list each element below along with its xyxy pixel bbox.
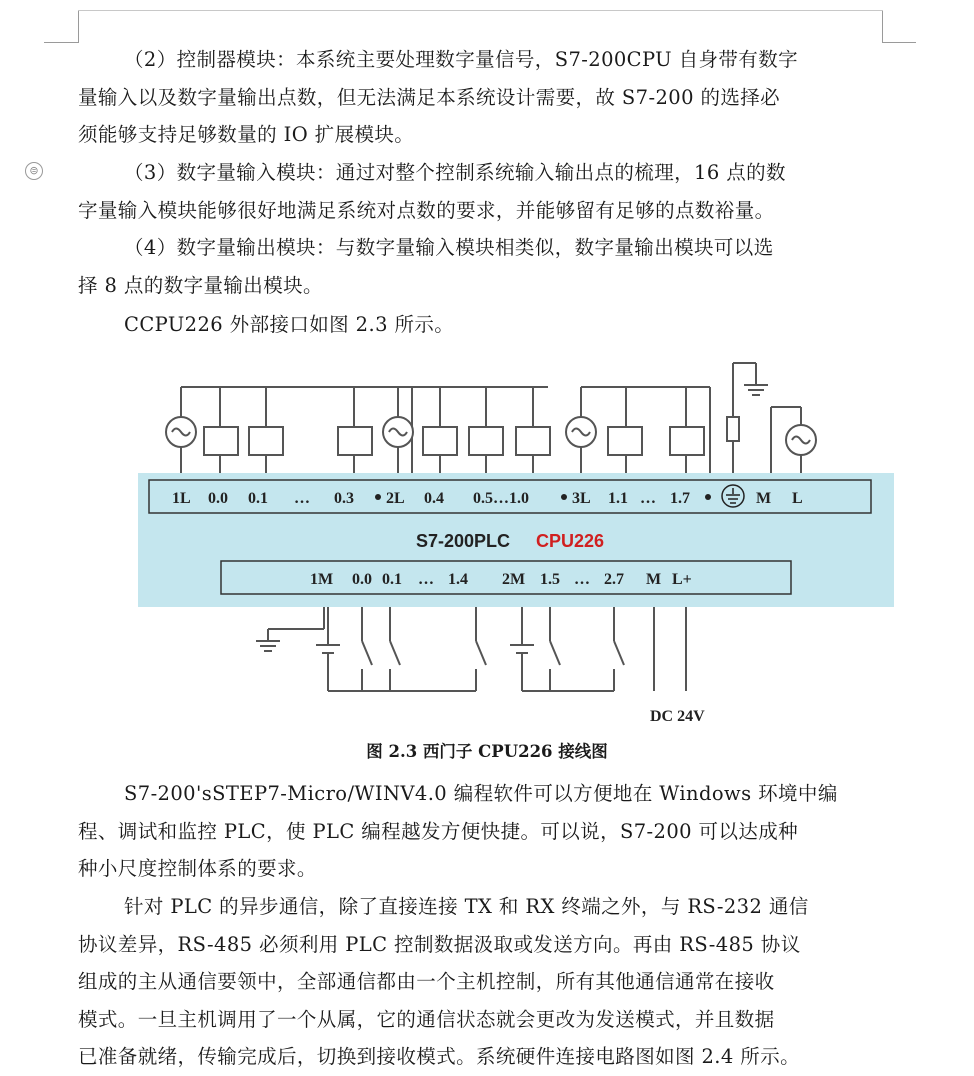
terminal-label: 2L: [386, 490, 405, 507]
relay-load-icon: [249, 427, 283, 455]
relay-load-icon: [469, 427, 503, 455]
text-line: CCPU226 外部接口如图 2.3 所示。: [124, 313, 455, 336]
relay-load-icon: [423, 427, 457, 455]
crop-mark-top-left-h: [44, 42, 78, 43]
cpu226-wiring-diagram: [138, 355, 898, 730]
terminal-dot: [375, 494, 381, 500]
terminal-label: 0.4: [424, 490, 444, 507]
terminal-label: 0.1: [382, 571, 402, 588]
plc-name: S7-200PLC: [416, 531, 511, 551]
crop-mark-top-right-h: [882, 42, 916, 43]
paragraph-output-module: [78, 229, 884, 304]
terminal-label: …: [640, 490, 656, 507]
terminal-label: 0.0: [208, 490, 228, 507]
terminal-label: 1.1: [608, 490, 628, 507]
terminal-label: M: [756, 490, 772, 507]
comment-marker-icon[interactable]: ⊜: [25, 162, 43, 180]
crop-mark-top-right-v: [882, 10, 883, 43]
terminal-label: 1L: [172, 490, 191, 507]
text-line: 针对 PLC 的异步通信，除了直接连接 TX 和 RX 终端之外，与 RS-232 通信: [124, 895, 809, 918]
paragraph-step7: [78, 775, 884, 888]
text-line: 模式。一旦主机调用了一个从属，它的通信状态就会更改为发送模式，并且数据: [78, 1007, 775, 1031]
text-line: （4）数字量输出模块：与数字量输入模块相类似，数字量输出模块可以选: [124, 236, 774, 259]
terminal-label: 1M: [310, 571, 334, 588]
relay-load-icon: [516, 427, 550, 455]
text-line: 种小尺度控制体系的要求。: [78, 857, 317, 880]
text-line: 择 8 点的数字量输出模块。: [78, 273, 323, 297]
terminal-label: 2M: [502, 571, 526, 588]
relay-load-icon: [608, 427, 642, 455]
terminal-dot: [705, 494, 711, 500]
relay-load-icon: [338, 427, 372, 455]
terminal-dot: [561, 494, 567, 500]
terminal-label: M: [646, 571, 662, 588]
switch-icon: [550, 641, 560, 665]
switch-icon: [390, 641, 400, 665]
resistor-icon: [727, 417, 739, 441]
text-line: S7-200'sSTEP7-Micro/WINV4.0 编程软件可以方便地在 Windows 环境中编: [124, 782, 838, 805]
figure-caption: 图 2.3 西门子 CPU226 接线图: [366, 742, 608, 761]
switch-icon: [476, 641, 486, 665]
terminal-label: L: [792, 490, 803, 507]
text-line: 量输入以及数字量输出点数，但无法满足本系统设计需要，故 S7-200 的选择必: [78, 85, 781, 109]
cpu-model: CPU226: [536, 531, 605, 551]
paragraph-figure-reference: [78, 306, 884, 344]
text-line: 已准备就绪，传输完成后，切换到接收模式。系统硬件连接电路图如图 2.4 所示。: [78, 1045, 801, 1068]
terminal-label: 0.5…1.0: [473, 490, 529, 507]
text-line: （3）数字量输入模块：通过对整个控制系统输入输出点的梳理，16 点的数: [124, 161, 786, 184]
terminal-label: …: [574, 571, 590, 588]
page-top-rule: [78, 10, 883, 11]
text-line: （2）控制器模块：本系统主要处理数字量信号，S7-200CPU 自身带有数字: [124, 48, 799, 71]
text-line: 须能够支持足够数量的 IO 扩展模块。: [78, 123, 415, 146]
paragraph-controller-module: [78, 41, 884, 154]
crop-mark-top-left-v: [78, 10, 79, 43]
terminal-label: L+: [672, 571, 692, 588]
relay-load-icon: [670, 427, 704, 455]
relay-load-icon: [204, 427, 238, 455]
terminal-label: 0.3: [334, 490, 354, 507]
terminal-label: …: [294, 490, 310, 507]
text-line: 协议差异，RS-485 必须利用 PLC 控制数据汲取或发送方向。再由 RS-485 协议: [78, 932, 801, 956]
terminal-label: 3L: [572, 490, 591, 507]
terminal-label: 1.7: [670, 490, 690, 507]
terminal-label: …: [418, 571, 434, 588]
paragraph-input-module: [78, 154, 884, 229]
power-label: DC 24V: [650, 708, 705, 725]
text-line: 字量输入模块能够很好地满足系统对点数的要求，并能够留有足够的点数裕量。: [78, 198, 775, 222]
text-line: 组成的主从通信要领中，全部通信都由一个主机控制，所有其他通信通常在接收: [78, 970, 775, 993]
terminal-label: 1.4: [448, 571, 468, 588]
terminal-label: 1.5: [540, 571, 560, 588]
terminal-label: 2.7: [604, 571, 624, 588]
switch-icon: [362, 641, 372, 665]
text-line: 程、调试和监控 PLC，使 PLC 编程越发方便快捷。可以说，S7-200 可以达成种: [78, 819, 799, 843]
terminal-label: 0.1: [248, 490, 268, 507]
switch-icon: [614, 641, 624, 665]
paragraph-communication: [78, 888, 884, 1076]
terminal-label: 0.0: [352, 571, 372, 588]
